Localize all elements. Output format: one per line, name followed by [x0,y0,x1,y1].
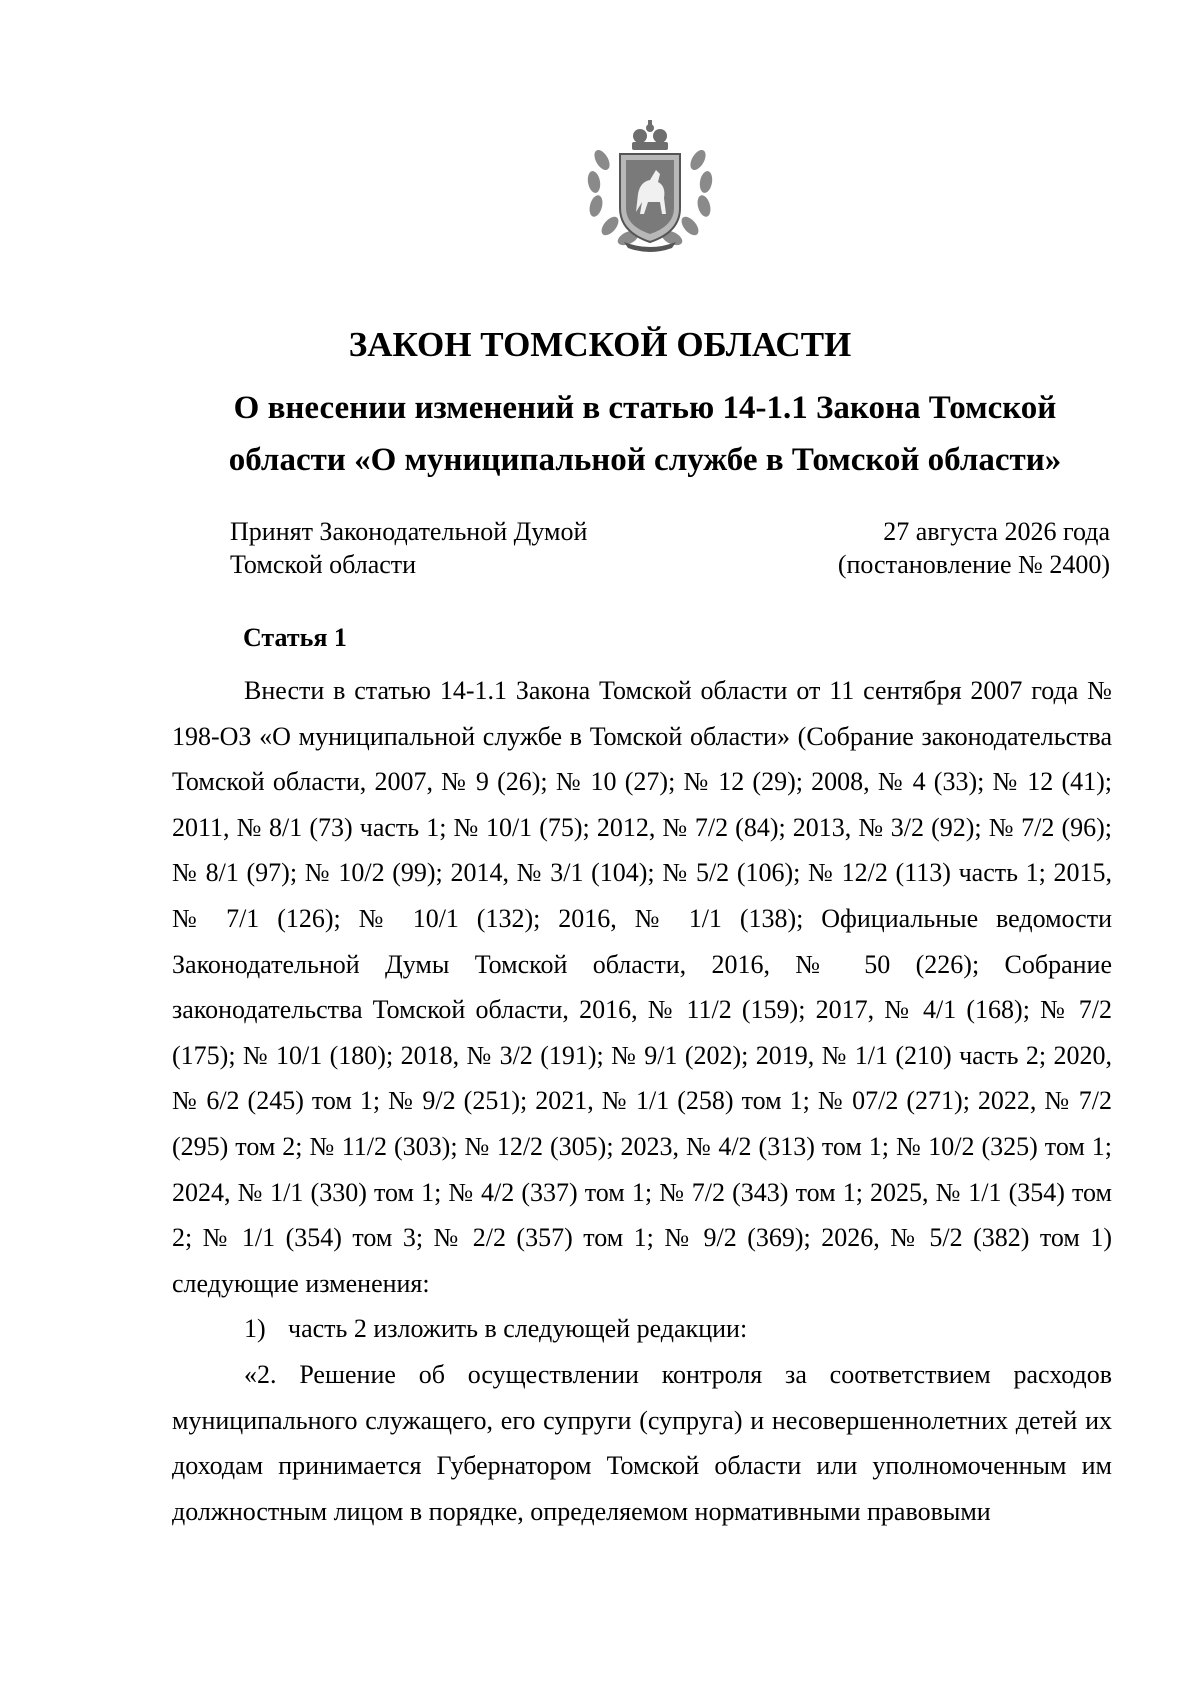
adoption-date [838,515,1110,581]
document-title: ЗАКОН ТОМСКОЙ ОБЛАСТИ [348,325,852,364]
article-intro-paragraph: Внести в статью 14-1.1 Закона Томской области от 11 сентября 2007 года № 198-ОЗ «О муниципальной службе в Томской области» (Собрание законодательства Томской области, 2007, № 9 (26); № 10 (27); № 12 (29); 2008, № 4 (33); № 12 (41); 2011, № 8/1 (73) часть 1; № 10/1 (75); 2012, № 7/2 (84); 2013, № 3/2 (92); № 7/2 (96); № 8/1 (97); № 10/2 (99); 2014, № 3/1 (104); № 5/2 (106); № 12/2 (113) часть 1; 2015, № 7/1 (126); № 10/1 (132); 2016, № 1/1 (138); Официальные ведомости Законодательной Думы Томской области, 2016, № 50 (226); Собрание законодательства Томской области, 2016, № 11/2 (159); 2017, № 4/1 (168); № 7/2 (175); № 10/1 (180); 2018, № 3/2 (191); № 9/1 (202); 2019, № 1/1 (210) часть 2; 2020, № 6/2 (245) том 1; № 9/2 (251); 2021, № 1/1 (258) том 1; № 07/2 (271); 2022, № 7/2 (295) том 2; № 11/2 (303); № 12/2 (305); 2023, № 4/2 (313) том 1; № 10/2 (325) том 1; 2024, № 1/1 (330) том 1; № 4/2 (337) том 1; № 7/2 (343) том 1; 2025, № 1/1 (354) том 2; № 1/1 (354) том 3; № 2/2 (357) том 1; № 9/2 (369); 2026, № 5/2 (382) том 1) следующие изменения: [172,676,1112,1298]
coat-of-arms-icon [580,120,720,252]
quoted-amendment-paragraph: «2. Решение об осуществлении контроля за соответствием расходов муниципального служащего, его супруги (супруга) и несовершеннолетних детей их доходам принимается Губернатором Томской области или уполномоченным им должностным лицом в порядке, определяемом нормативными правовыми [172,1359,1112,1526]
list-item [172,1306,1112,1352]
list-item-number: 1) [244,1314,266,1344]
adoption-body-line-1: Принят Законодательной Думой [230,517,588,546]
article-heading: Статья 1 [243,623,347,652]
document-subtitle [180,382,1110,486]
subtitle-line-2: области «О муниципальной службе в Томской области» [228,442,1062,478]
adoption-body [230,515,587,581]
list-item-text: часть 2 изложить в следующей редакции: [288,1314,748,1344]
adoption-date-line: 27 августа 2026 года [883,517,1110,546]
article-body [172,668,1112,1534]
subtitle-line-1: О внесении изменений в статью 14-1.1 Закона Томской [233,390,1057,426]
resolution-number: (постановление № 2400) [837,550,1110,579]
adoption-body-line-2: Томской области [230,550,417,579]
